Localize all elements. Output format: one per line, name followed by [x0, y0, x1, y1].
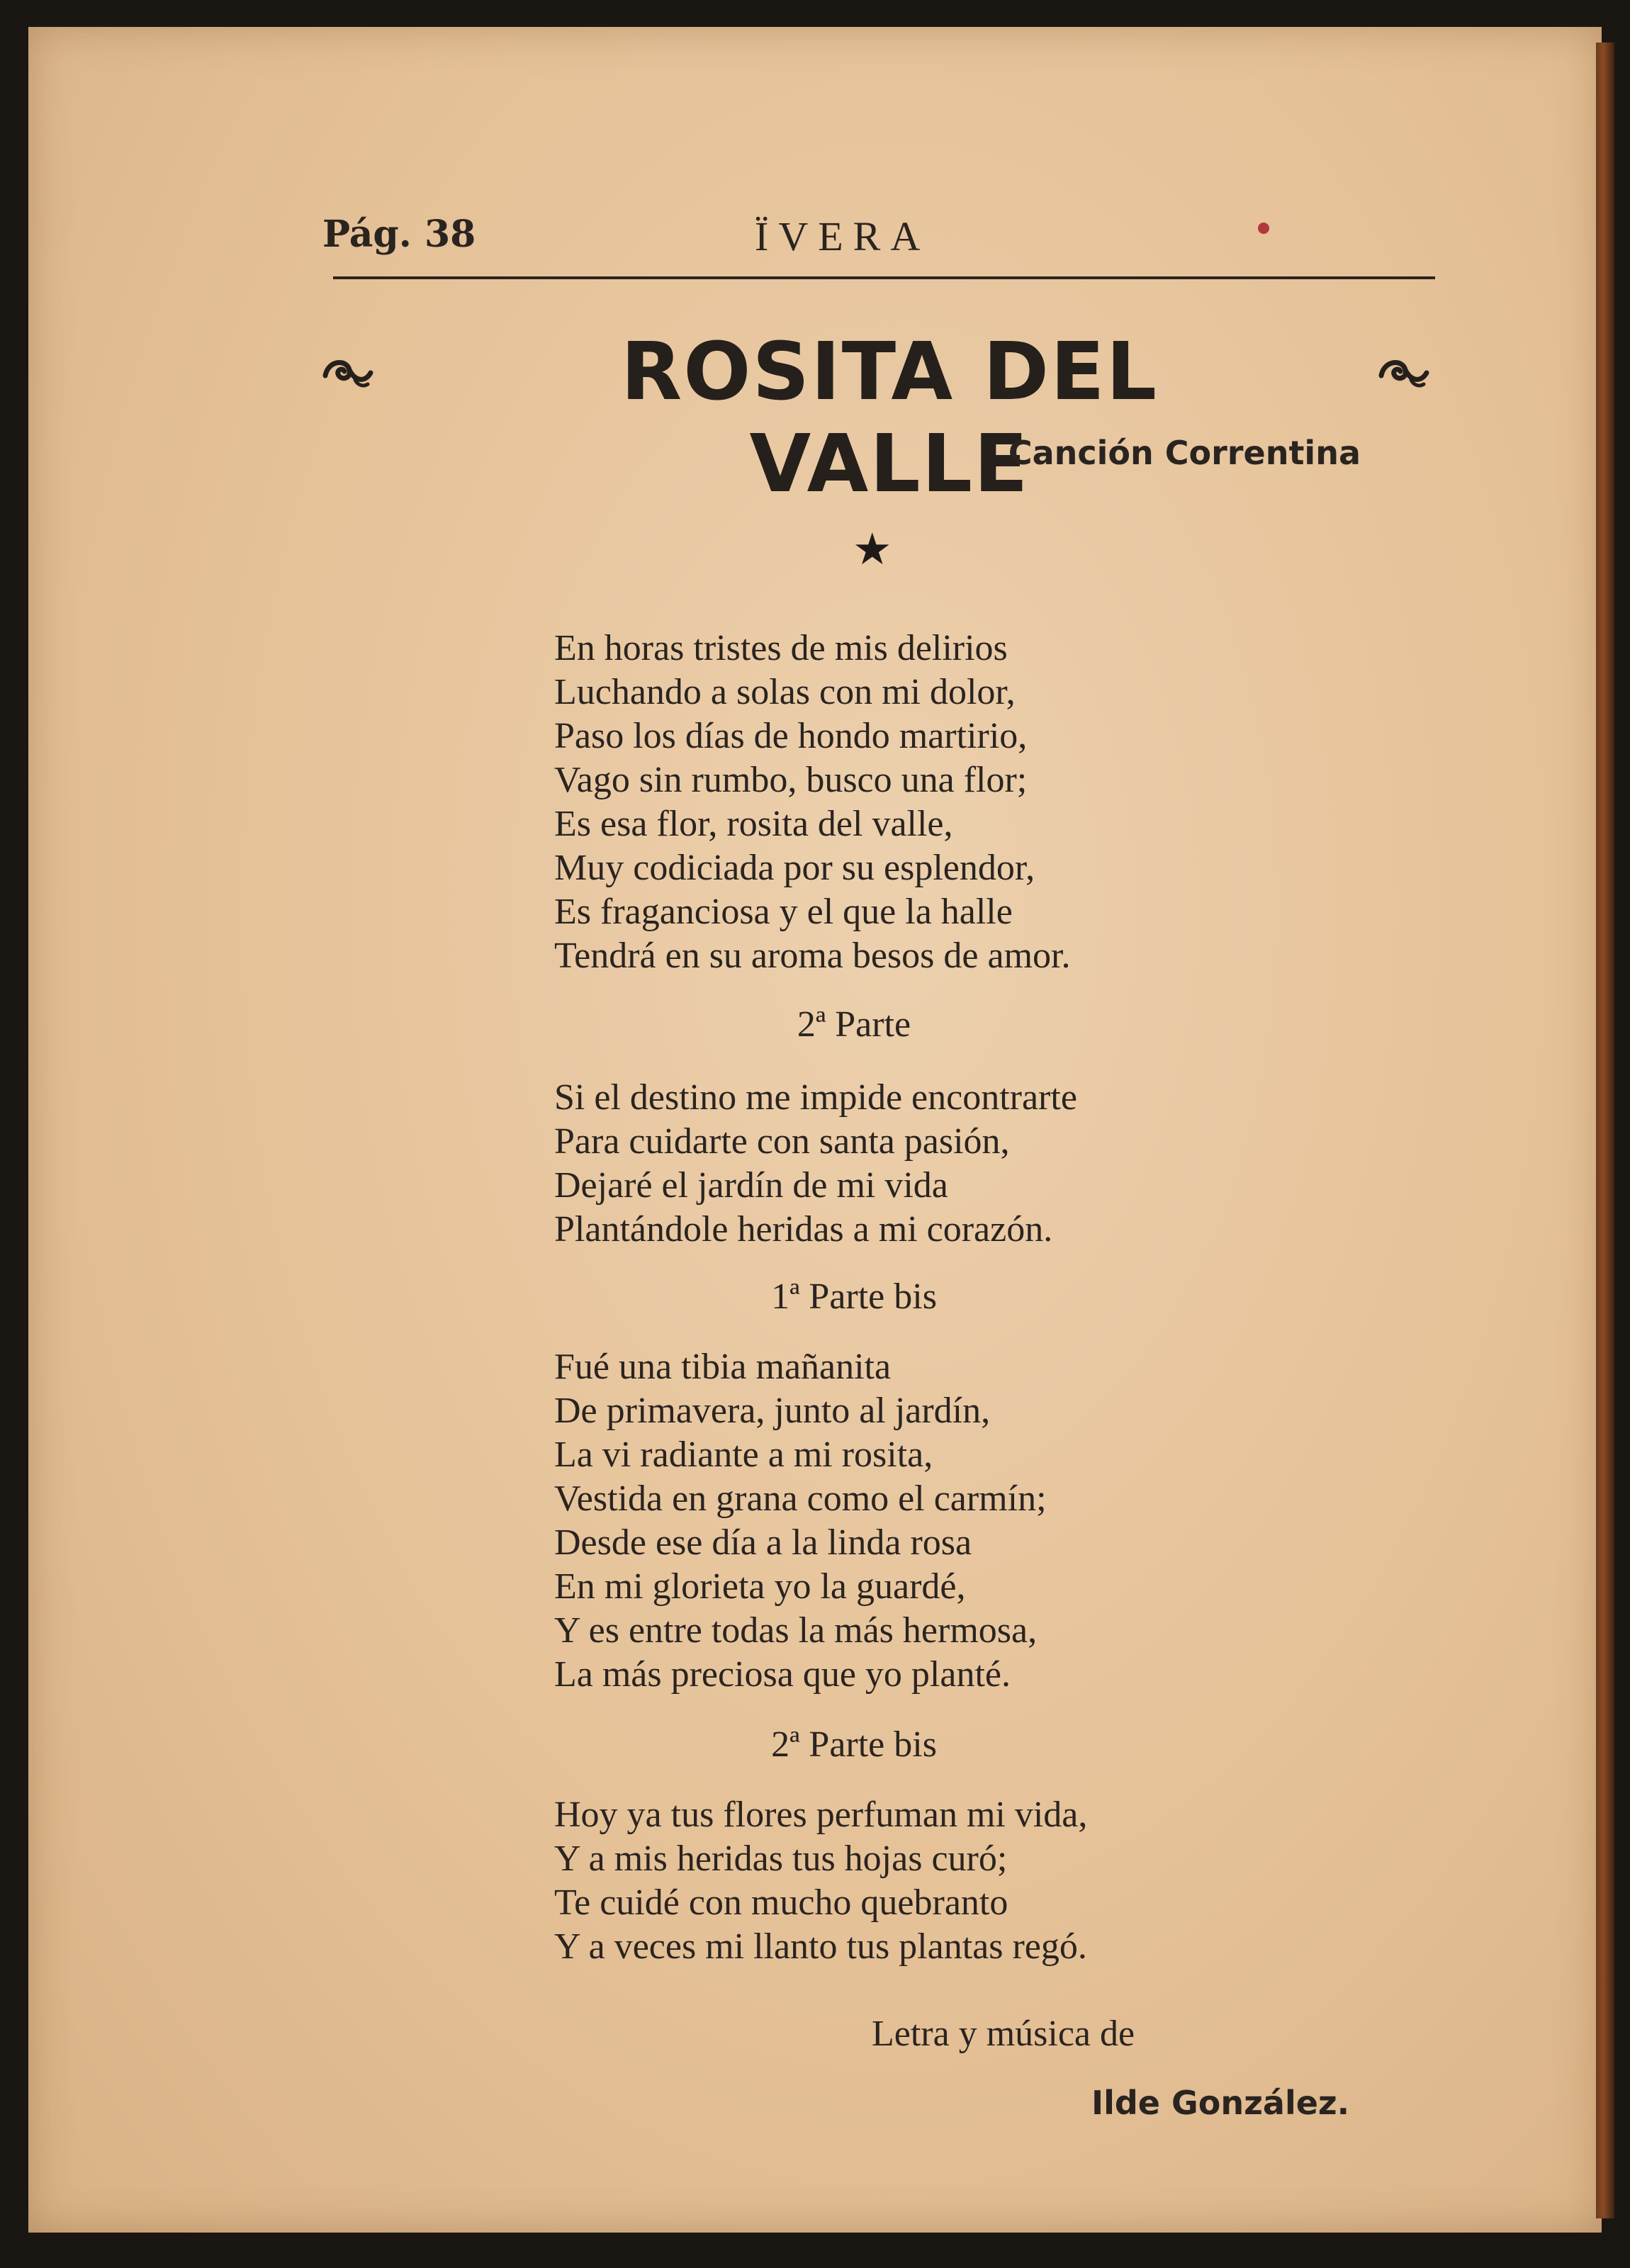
facing-page-edge — [1596, 43, 1614, 2218]
header-rule — [333, 276, 1435, 279]
part-label: 2ª Parte — [797, 1004, 911, 1045]
verse-line: Muy codiciada por su esplendor, — [554, 848, 1035, 888]
verse-line: Paso los días de hondo martirio, — [554, 716, 1028, 756]
verse-line: La vi radiante a mi rosita, — [554, 1435, 933, 1475]
verse-line: Y es entre todas la más hermosa, — [554, 1610, 1038, 1651]
verse-line: Es esa flor, rosita del valle, — [554, 804, 953, 844]
verse-line: Y a mis heridas tus hojas curó; — [554, 1838, 1008, 1879]
verse-line: Hoy ya tus flores perfuman mi vida, — [554, 1795, 1088, 1835]
verse-line: Desde ese día a la linda rosa — [554, 1522, 972, 1563]
stanza-2 — [554, 1076, 1405, 1252]
part-label: 1ª Parte bis — [771, 1276, 937, 1317]
ink-dot — [1258, 223, 1269, 234]
credit-line: Letra y música de — [872, 2014, 1135, 2054]
verse-line: Dejaré el jardín de mi vida — [554, 1165, 948, 1206]
verse-line: De primavera, junto al jardín, — [554, 1391, 991, 1431]
stanza-3 — [554, 1345, 1405, 1697]
verse-line: Si el destino me impide encontrarte — [554, 1077, 1077, 1118]
verse-line: Y a veces mi llanto tus plantas regó. — [554, 1926, 1087, 1967]
swirl-ornament-icon — [1378, 354, 1429, 390]
verse-line: Luchando a solas con mi dolor, — [554, 672, 1016, 712]
verse-line: La más preciosa que yo planté. — [554, 1654, 1011, 1695]
verse-line: Vestida en grana como el carmín; — [554, 1478, 1047, 1519]
verse-line: Te cuidé con mucho quebranto — [554, 1882, 1008, 1923]
stanza-1 — [554, 627, 1405, 978]
verse-line: En mi glorieta yo la guardé, — [554, 1566, 966, 1607]
song-subtitle: Canción Correntina — [1008, 434, 1361, 472]
page-header — [322, 213, 1435, 262]
verse-line: Tendrá en su aroma besos de amor. — [554, 936, 1071, 976]
verse-line: Vago sin rumbo, busco una flor; — [554, 760, 1028, 800]
running-title: ÏVERA — [755, 213, 931, 259]
verse-line: Para cuidarte con santa pasión, — [554, 1121, 1010, 1162]
part-label: 2ª Parte bis — [771, 1724, 937, 1765]
swirl-ornament-icon — [322, 354, 373, 390]
verse-line: Es fraganciosa y el que la halle — [554, 892, 1013, 932]
song-title: ROSITA DEL VALLE — [620, 326, 1158, 510]
page-number: Pág. 38 — [322, 213, 476, 256]
stanza-4 — [554, 1793, 1405, 1969]
verse-line: Fué una tibia mañanita — [554, 1347, 892, 1387]
star-icon: ★ — [853, 523, 892, 575]
verse-line: En horas tristes de mis delirios — [554, 628, 1008, 668]
verse-line: Plantándole heridas a mi corazón. — [554, 1209, 1053, 1250]
author-name: Ilde González. — [1091, 2084, 1350, 2122]
